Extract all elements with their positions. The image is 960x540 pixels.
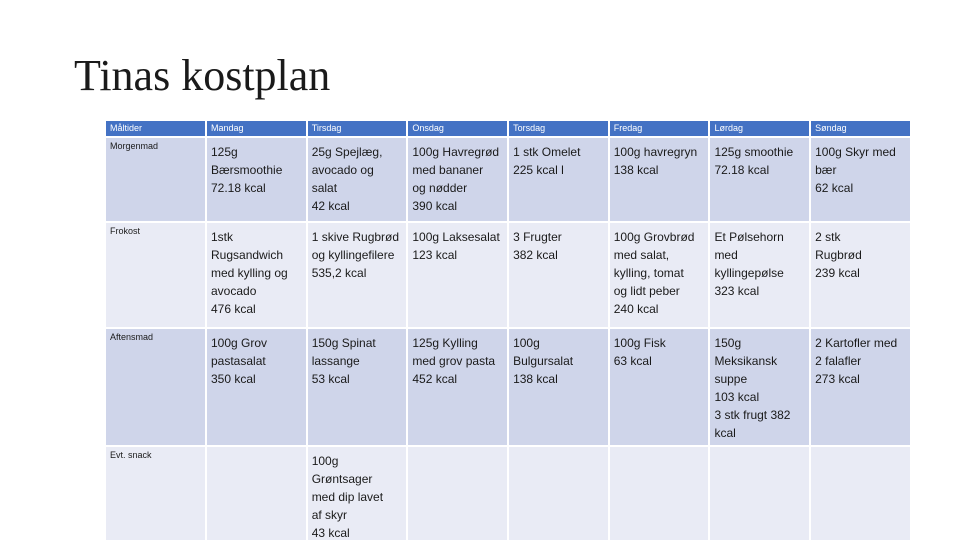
- table-cell: 150g Spinat lassange 53 kcal: [307, 328, 408, 446]
- table-row-breakfast: [105, 137, 911, 222]
- table-cell: 25g Spejlæg, avocado og salat 42 kcal: [307, 137, 408, 222]
- table-cell: [709, 446, 810, 540]
- row-header-breakfast: Morgenmad: [105, 137, 206, 222]
- row-header-dinner: Aftensmad: [105, 328, 206, 446]
- table-cell: Et Pølsehorn med kyllingepølse 323 kcal: [709, 222, 810, 328]
- table-cell: 100g havregryn 138 kcal: [609, 137, 710, 222]
- table-cell: 125g Bærsmoothie 72.18 kcal: [206, 137, 307, 222]
- column-header-tuesday: Tirsdag: [307, 120, 408, 137]
- column-header-sunday: Søndag: [810, 120, 911, 137]
- table-cell: 100g Havregrød med bananer og nødder 390 kcal: [407, 137, 508, 222]
- table-cell: [206, 446, 307, 540]
- column-header-thursday: Torsdag: [508, 120, 609, 137]
- column-header-friday: Fredag: [609, 120, 710, 137]
- table-cell: 100g Grovbrød med salat, kylling, tomat og lidt peber 240 kcal: [609, 222, 710, 328]
- table-cell: [609, 446, 710, 540]
- meal-plan-table: [104, 119, 912, 540]
- row-header-snack: Evt. snack: [105, 446, 206, 540]
- table-cell: 125g smoothie 72.18 kcal: [709, 137, 810, 222]
- table-cell: 1 skive Rugbrød og kyllingefilere 535,2 kcal: [307, 222, 408, 328]
- table-cell: 125g Kylling med grov pasta 452 kcal: [407, 328, 508, 446]
- table-cell: 1 stk Omelet 225 kcal l: [508, 137, 609, 222]
- table-row-snack: [105, 446, 911, 540]
- page-title: Tinas kostplan: [74, 51, 331, 100]
- table-row-lunch: [105, 222, 911, 328]
- table-cell: 2 Kartofler med 2 falafler 273 kcal: [810, 328, 911, 446]
- table-cell: [407, 446, 508, 540]
- column-header-wednesday: Onsdag: [407, 120, 508, 137]
- table-cell: [810, 446, 911, 540]
- table-header-row: [105, 120, 911, 137]
- table-cell: 2 stk Rugbrød 239 kcal: [810, 222, 911, 328]
- table-cell: 100g Bulgursalat 138 kcal: [508, 328, 609, 446]
- table-cell: 150g Meksikansk suppe 103 kcal 3 stk frugt 382 kcal: [709, 328, 810, 446]
- table-cell: 100g Skyr med bær 62 kcal: [810, 137, 911, 222]
- table-cell: 1stk Rugsandwich med kylling og avocado 476 kcal: [206, 222, 307, 328]
- table-cell: 100g Laksesalat 123 kcal: [407, 222, 508, 328]
- table-cell: 3 Frugter 382 kcal: [508, 222, 609, 328]
- table-cell: [508, 446, 609, 540]
- table-row-dinner: [105, 328, 911, 446]
- table-cell: 100g Fisk 63 kcal: [609, 328, 710, 446]
- table-cell: 100g Grov pastasalat 350 kcal: [206, 328, 307, 446]
- column-header-monday: Mandag: [206, 120, 307, 137]
- row-header-lunch: Frokost: [105, 222, 206, 328]
- table-cell: 100g Grøntsager med dip lavet af skyr 43 kcal: [307, 446, 408, 540]
- column-header-saturday: Lørdag: [709, 120, 810, 137]
- column-header-meals: Måltider: [105, 120, 206, 137]
